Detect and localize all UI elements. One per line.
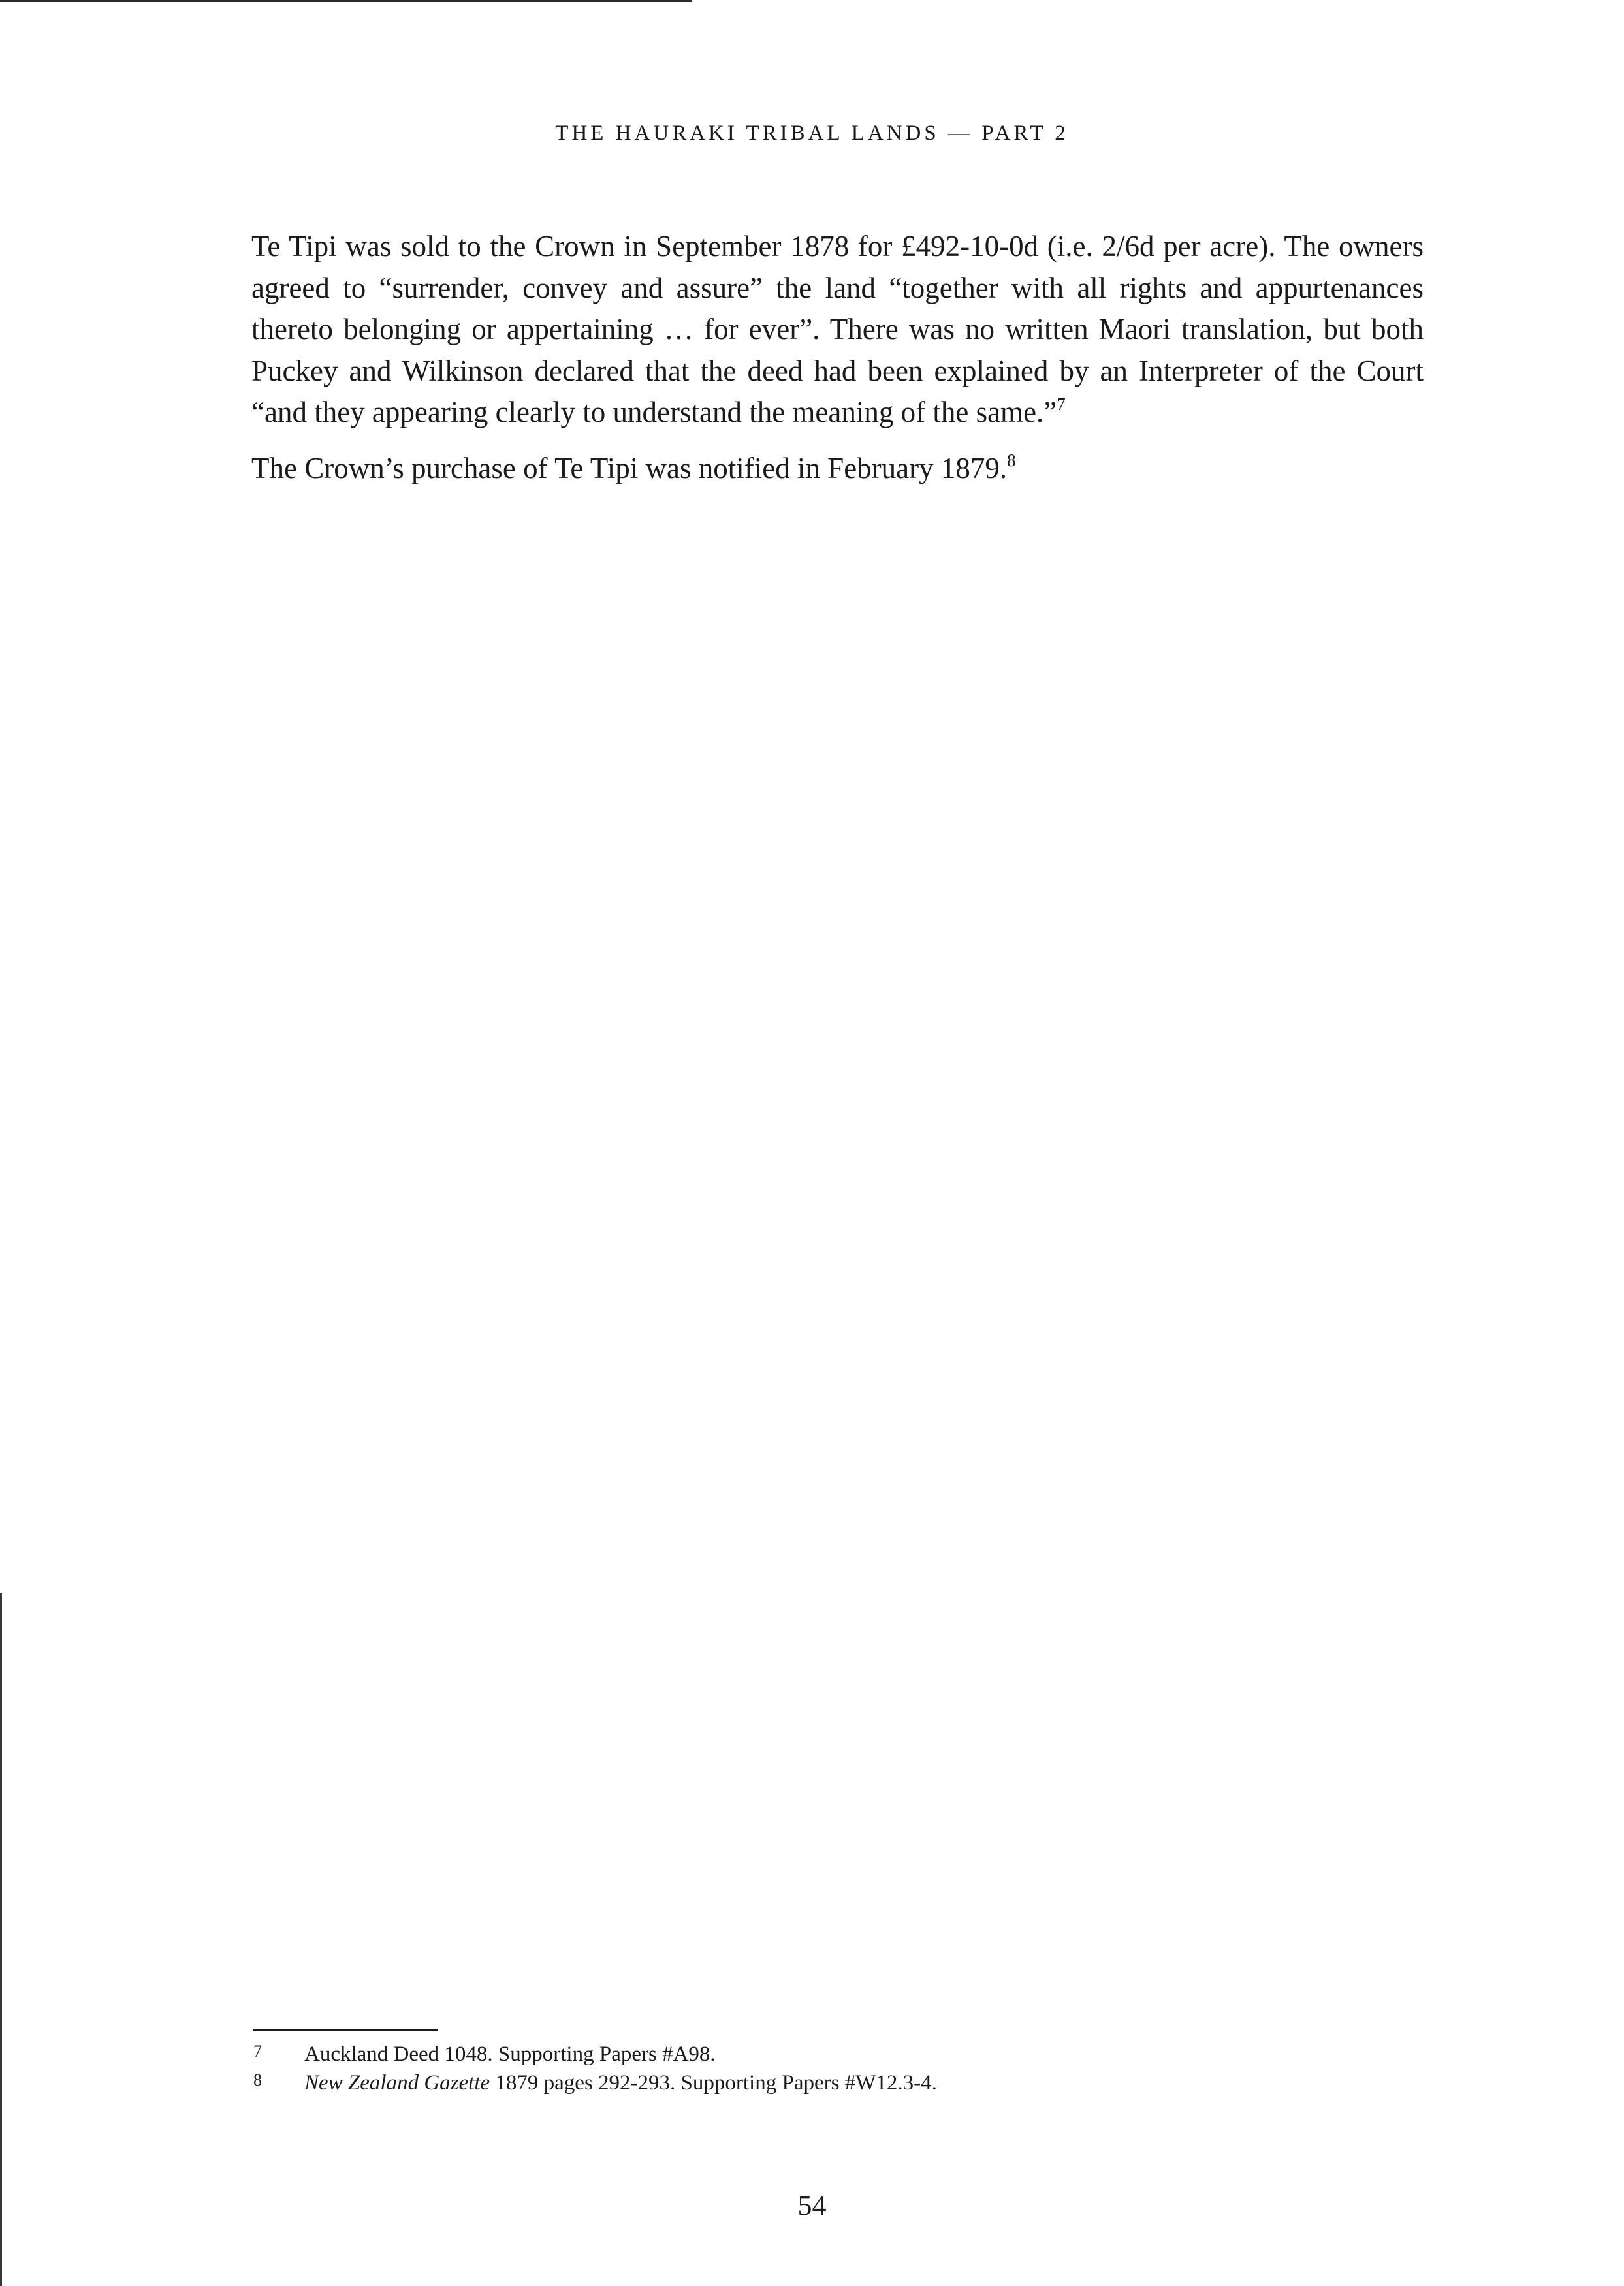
- paragraph-sale-details: [251, 226, 1424, 434]
- gazette-title: New Zealand Gazette: [304, 2071, 490, 2095]
- scan-edge-left: [0, 1593, 2, 2286]
- paragraph-text: The Crown’s purchase of Te Tipi was notified in February 1879.: [251, 451, 1008, 484]
- footnote-divider: [253, 2029, 438, 2031]
- footnote-text: 1879 pages 292-293. Supporting Papers #W12.3-4.: [490, 2071, 937, 2095]
- footnote-7: [253, 2040, 1363, 2069]
- body-text: [251, 226, 1424, 503]
- scan-edge-top: [0, 0, 692, 2]
- footnote-ref-8[interactable]: 8: [1007, 450, 1016, 470]
- footnote-ref-7[interactable]: 7: [1057, 394, 1066, 414]
- paragraph-gazette-notice: [251, 448, 1424, 490]
- footnote-text: Auckland Deed 1048. Supporting Papers #A98.: [304, 2042, 716, 2066]
- footnotes: [253, 2040, 1363, 2098]
- footnote-8: [253, 2069, 1363, 2098]
- running-header: THE HAURAKI TRIBAL LANDS — PART 2: [555, 121, 1069, 145]
- footnote-text-wrapper: [304, 2069, 937, 2097]
- footnote-number: 7: [253, 2042, 262, 2061]
- page-number: 54: [797, 2189, 827, 2221]
- footnote-number: 8: [253, 2071, 262, 2089]
- paragraph-text: Te Tipi was sold to the Crown in September 1878 for £492-10-0d (i.e. 2/6d per acre). The owners agreed to “surrender, convey and assure” the land “together with all rights and appurtenances thereto belonging or appertaining … for ever”. There was no written Maori translation, but both Puckey and Wilkinson declared that the deed had been explained by an Interpreter of the Court “and they appearing clearly to understand the meaning of the same.”: [251, 230, 1424, 428]
